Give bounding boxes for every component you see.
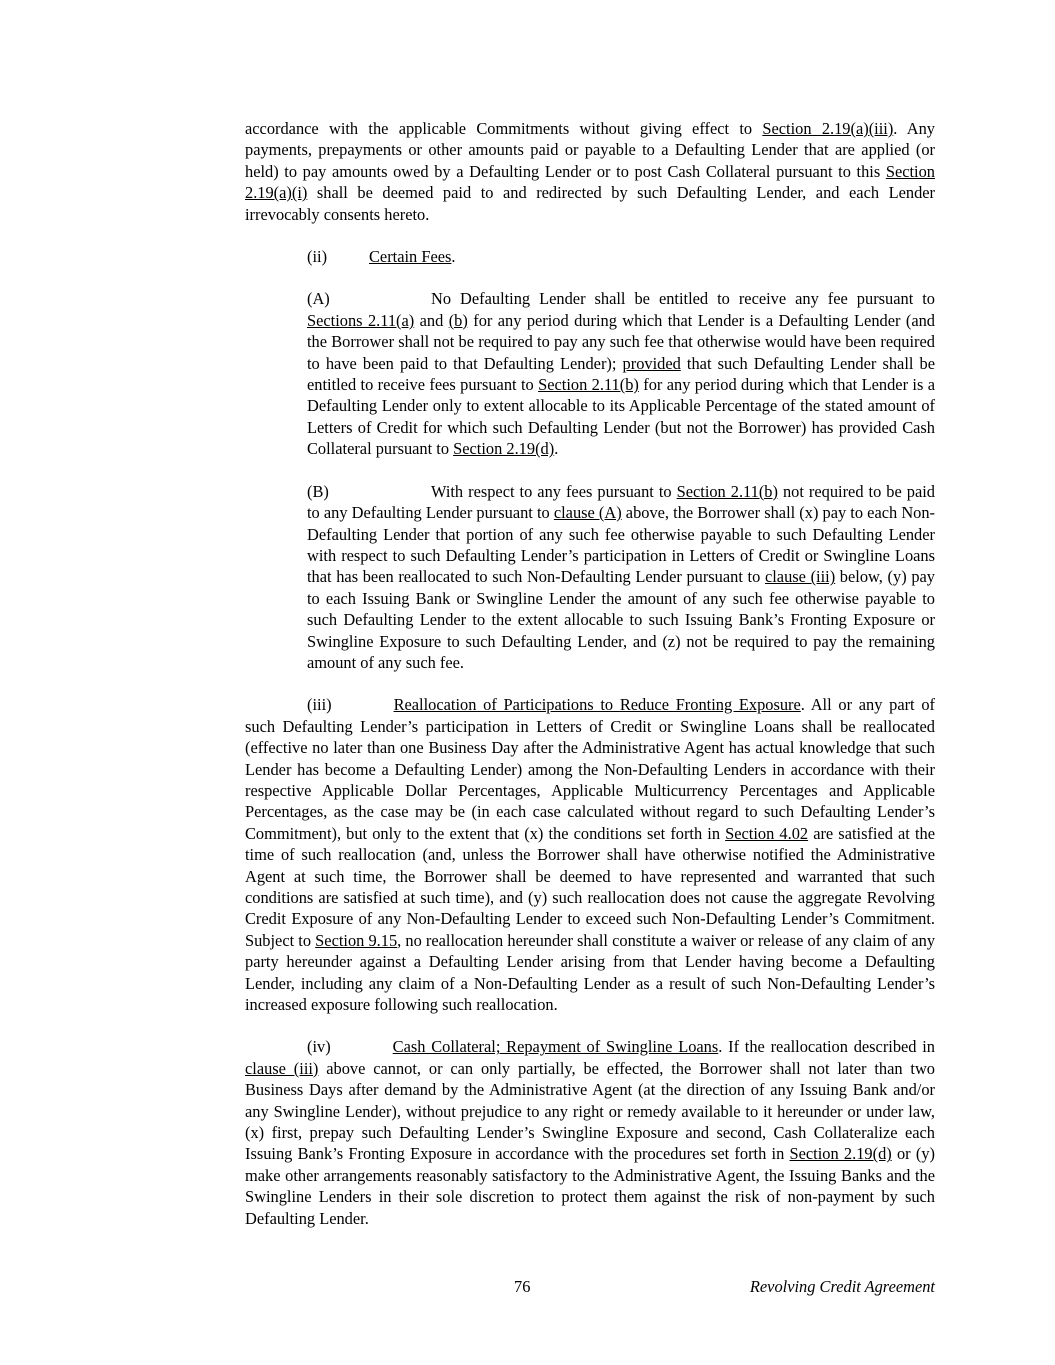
- clause-A-text-1: No Defaulting Lender shall be entitled to receive any fee pursuant to: [431, 289, 935, 309]
- clause-ii-title: Certain Fees: [369, 247, 452, 267]
- lead-text-2: . Any payments, prepayments or other amounts paid or payable to a Defaulting Lender that are applied (or held) to pay amounts owed by a Defaulting Lender or to post Cash Collateral pursuant to this: [245, 119, 935, 181]
- clause-A-block: [307, 288, 935, 673]
- clause-A-text-5: for any period during which that Lender is a Defaulting Lender only to extent allocable to its Applicable Percentage of the stated amount of Letters of Credit for which such Defaulting Lender (but not the Borrower) has provided Cash Collateral pursuant to: [307, 375, 936, 459]
- reference-clause-iii-2: clause (iii): [245, 1058, 319, 1078]
- clause-A-marker: (A): [307, 289, 330, 309]
- clause-B-marker: (B): [307, 481, 329, 501]
- clause-iv-marker: (iv): [307, 1037, 331, 1057]
- clause-iv-title: Cash Collateral; Repayment of Swingline Loans: [392, 1037, 719, 1057]
- clause-A-text-4: that such Defaulting Lender shall be entitled to receive fees pursuant to: [307, 353, 935, 395]
- paragraph-lead: [245, 118, 935, 225]
- clause-iv-text-2: above cannot, or can only partially, be effected, the Borrower shall not later than two Business Days after demand by the Administrative Agent (at the direction of any Issuing Bank and/or any Swingline Lender), without prejudice to any right or remedy available to it hereunder or under law, (x) first, prepay such Defaulting Lender’s Swingline Exposure and second, Cash Collateralize each Issuing Bank’s Fronting Exposure in accordance with the procedures set forth in: [245, 1058, 935, 1164]
- reference-section-2-11-b: Section 2.11(b): [538, 375, 639, 395]
- clause-B-text-1: With respect to any fees pursuant to: [431, 481, 677, 501]
- reference-section-2-19-d: Section 2.19(d): [453, 439, 555, 459]
- paragraph-clause-B: [307, 481, 935, 674]
- reference-section-2-19-d-2: Section 2.19(d): [789, 1144, 892, 1164]
- clause-B-text-3: above, the Borrower shall (x) pay to each Non-Defaulting Lender that portion of any such fee otherwise payable to such Defaulting Lender with respect to such Defaulting Lender’s participation in Letters of Credit or Swingline Loans that has been reallocated to such Non-Defaulting Lender pursuant to: [307, 503, 935, 587]
- reference-provided: provided: [622, 353, 681, 373]
- lead-text-3: shall be deemed paid to and redirected by such Defaulting Lender, and each Lender irrevocably consents hereto.: [245, 183, 935, 224]
- reference-section-2-11-b-2: Section 2.11(b): [676, 481, 778, 501]
- paragraph-clause-A: [307, 288, 935, 459]
- clause-A-text-3: for any period during which that Lender is a Defaulting Lender (and the Borrower shall not be required to pay any such fee that otherwise would have been required to have been paid to that Defaulting Lender);: [307, 310, 935, 373]
- clause-iv-text-3: or (y) make other arrangements reasonably satisfactory to the Administrative Agent, the Issuing Banks and the Swingline Lenders in their sole discretion to protect them against the risk of non-payment by such Defaulting Lender.: [245, 1144, 935, 1228]
- clause-iii-marker: (iii): [307, 695, 332, 715]
- clause-iv-text-1: . If the reallocation described in: [718, 1037, 936, 1057]
- paragraph-clause-iii: [245, 694, 935, 1015]
- reference-clause-iii: clause (iii): [764, 567, 836, 587]
- clause-iii-text-2: are satisfied at the time of such reallocation (and, unless the Borrower shall have otherwise notified the Administrative Agent at such time, the Borrower shall be deemed to have represented and warranted that such conditions are satisfied at such time), and (y) such reallocation does not cause the aggregate Revolving Credit Exposure of any Non-Defaulting Lender to exceed such Non-Defaulting Lender’s Commitment. Subject to: [245, 823, 935, 950]
- reference-clause-A: clause (A): [553, 503, 622, 523]
- reference-section-2-19-a-i: Section 2.19(a)(i): [245, 161, 935, 203]
- clause-iii-text-3: , no reallocation hereunder shall constitute a waiver or release of any claim of any party hereunder against a Defaulting Lender arising from that Lender having become a Defaulting Lender, including any claim of a Non-Defaulting Lender as a result of such Non-Defaulting Lender’s increased exposure following such reallocation.: [245, 930, 936, 1015]
- clause-iii-text-1: . All or any part of such Defaulting Lender’s participation in Letters of Credit or Swingline Loans shall be reallocated (effective no later than one Business Day after the Administrative Agent has actual knowledge that such Lender has become a Defaulting Lender) among the Non-Defaulting Lenders in accordance with their respective Applicable Dollar Percentages, Applicable Multicurrency Percentages and Applicable Percentages, as the case may be (in each case calculated without regard to such Defaulting Lender’s Commitment), but only to the extent that (x) the conditions set forth in: [245, 695, 935, 843]
- document-body: [245, 118, 935, 1229]
- footer-document-title: Revolving Credit Agreement: [749, 1277, 935, 1296]
- reference-section-2-19-a-iii: Section 2.19(a)(iii): [762, 119, 894, 138]
- clause-B-text-2: not required to be paid to any Defaulting Lender pursuant to: [307, 481, 935, 523]
- clause-ii-heading: [245, 246, 935, 267]
- reference-section-9-15: Section 9.15: [315, 930, 398, 950]
- reference-section-4-02: Section 4.02: [725, 823, 809, 843]
- page-number: 76: [514, 1277, 531, 1296]
- reference-sections-2-11-a: Sections 2.11(a): [307, 310, 415, 330]
- paragraph-clause-iv: [245, 1036, 935, 1229]
- page-footer: [245, 1277, 935, 1299]
- reference-b: (b): [448, 310, 468, 330]
- clause-iii-title: Reallocation of Participations to Reduce Fronting Exposure: [393, 695, 801, 715]
- clause-A-text-6: .: [554, 439, 559, 459]
- clause-B-text-4: below, (y) pay to each Issuing Bank or Swingline Lender the amount of any such fee otherwise payable to such Defaulting Lender to the extent allocable to such Issuing Bank’s Fronting Exposure or Swingline Exposure to such Defaulting Lender, and (z) not be required to pay the remaining amount of any such fee.: [307, 567, 935, 672]
- clause-ii-period: .: [451, 247, 456, 267]
- lead-text-1: accordance with the applicable Commitments without giving effect to: [245, 119, 763, 138]
- clause-ii-marker: (ii): [307, 247, 328, 267]
- clause-A-text-2: and: [414, 310, 449, 330]
